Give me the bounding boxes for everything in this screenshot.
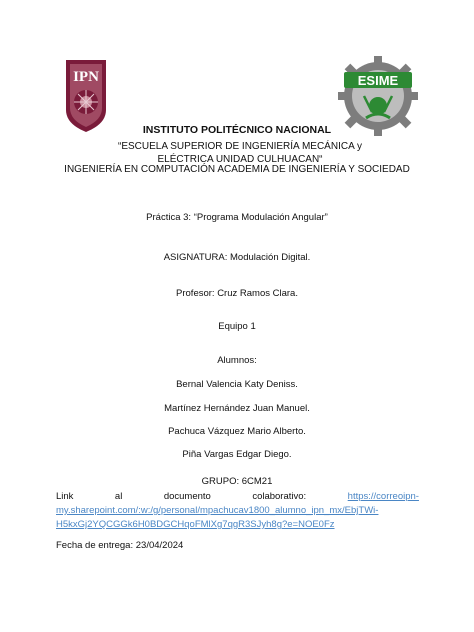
- professor: Profesor: Cruz Ramos Clara.: [176, 288, 298, 299]
- student-name: Pachuca Vázquez Mario Alberto.: [168, 426, 306, 437]
- student-name: Bernal Valencia Katy Deniss.: [176, 379, 298, 390]
- collab-url-part3[interactable]: H5kxGj2YQCGGk6H0BDGCHqoFMlXg7qgR3SJyh8g?e=NOE0Fz: [56, 519, 335, 530]
- collab-link-paragraph: [56, 490, 419, 532]
- student-name: Piña Vargas Edgar Diego.: [182, 449, 292, 460]
- institution-name: INSTITUTO POLITÉCNICO NACIONAL: [142, 124, 332, 136]
- subject: ASIGNATURA: Modulación Digital.: [163, 252, 311, 263]
- collab-url-part2[interactable]: my.sharepoint.com/:w:/g/personal/mpachucav1800_alumno_ipn_mx/EbjTWi-: [56, 505, 379, 516]
- students-label: Alumnos:: [217, 355, 257, 366]
- esime-logo-text: ESIME: [357, 73, 399, 88]
- delivery-date: Fecha de entrega: 23/04/2024: [56, 540, 184, 551]
- ipn-logo-text: IPN: [73, 69, 99, 85]
- practice-title: Práctica 3: “Programa Modulación Angular”: [146, 212, 328, 223]
- link-word: Link: [56, 491, 74, 502]
- school-name: “ESCUELA SUPERIOR DE INGENIERÍA MECÁNICA y ELÉCTRICA UNIDAD CULHUACAN“: [118, 141, 362, 165]
- group: GRUPO: 6CM21: [201, 476, 273, 487]
- ipn-logo: [62, 58, 110, 134]
- collab-url-part1[interactable]: https://correoipn-: [347, 491, 419, 502]
- student-name: Martínez Hernández Juan Manuel.: [164, 403, 310, 414]
- career-name: INGENIERÍA EN COMPUTACIÓN ACADEMIA DE INGENIERÍA Y SOCIEDAD: [64, 164, 410, 175]
- link-word: al: [114, 491, 123, 502]
- team: Equipo 1: [218, 321, 256, 332]
- link-word: documento: [163, 491, 211, 502]
- link-word: colaborativo:: [252, 491, 307, 502]
